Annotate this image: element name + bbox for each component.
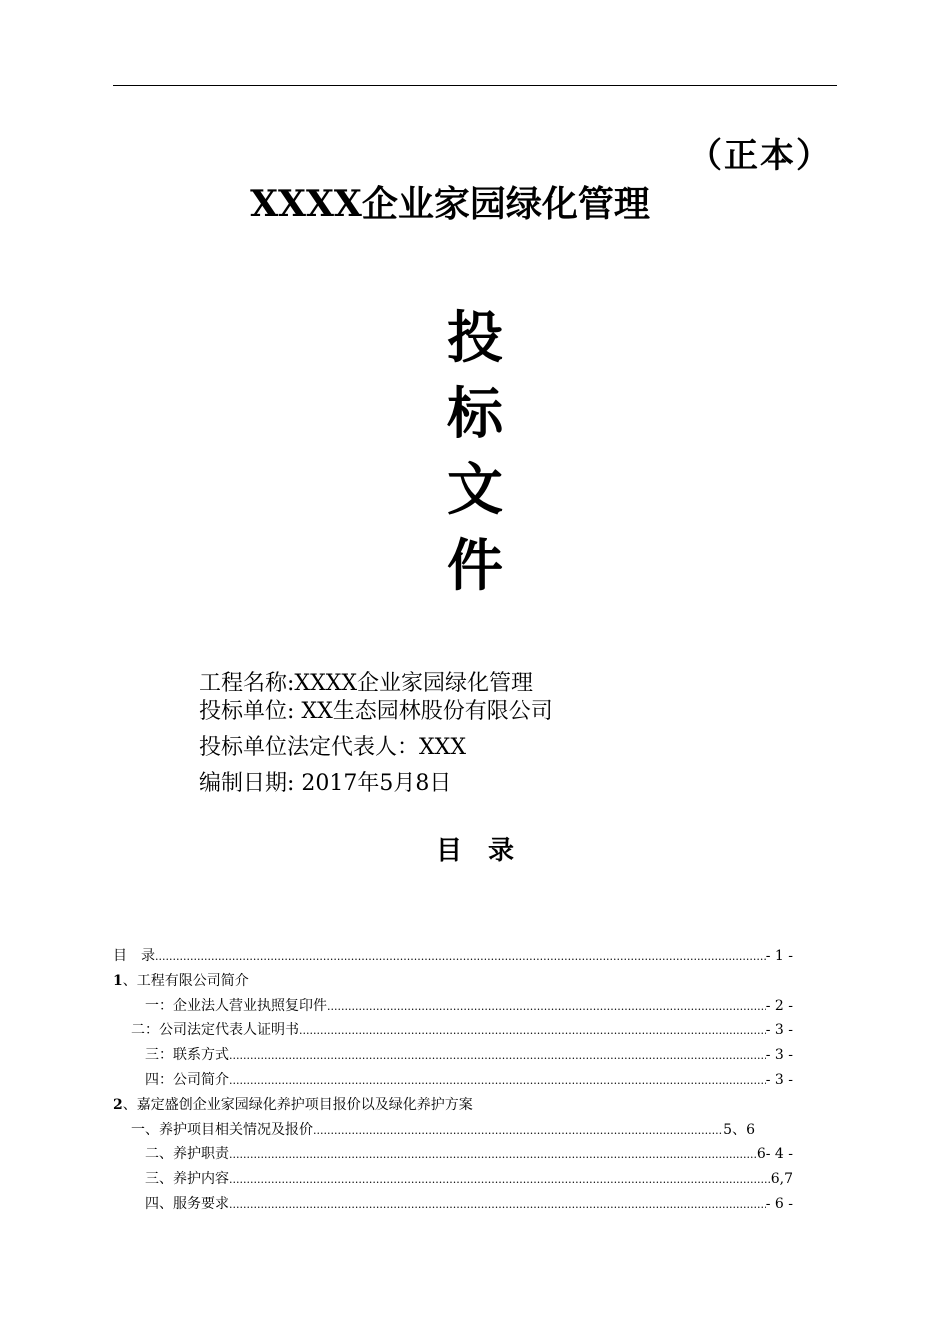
toc-entry-label [113,944,155,969]
toc-entry[interactable] [113,1192,793,1217]
bid-info-block [199,670,553,798]
project-name-line: 工程名称:XXXX企业家园绿化管理 [199,671,534,696]
toc-entry-text: 二：公司法定代表人证明书 [131,1022,299,1039]
toc-page-number: - 3 - [765,1022,793,1039]
header-rule [113,85,837,86]
toc-heading: 目录 [435,836,540,866]
toc-leader-dots [299,1019,766,1044]
toc-entry-text: 三：联系方式 [145,1047,229,1064]
toc-entry[interactable] [113,969,793,994]
toc-page-number: - 2 - [765,997,793,1014]
toc-entry-label [113,1093,473,1118]
toc-entry-text: 目 录 [113,948,155,964]
toc-entry-text: 、工程有限公司简介 [122,972,249,989]
toc-entry-text: 四、服务要求 [145,1195,229,1212]
toc-entry[interactable] [113,1142,793,1167]
toc-leader-dots [327,995,766,1020]
doc-type-char: 标 [447,381,503,447]
toc-entry[interactable] [113,1093,793,1118]
toc-entry-text: 三、养护内容 [145,1171,229,1188]
toc-entry-label [131,1018,299,1043]
toc-entry-text: 一、养护项目相关情况及报价 [131,1121,313,1138]
toc-entry-text: 一：企业法人营业执照复印件 [145,997,327,1014]
toc-entry-text: 四：公司简介 [145,1071,229,1088]
toc-leader-dots [229,1044,766,1069]
toc-entry[interactable] [113,1118,793,1143]
toc-entry[interactable] [113,1068,793,1093]
doc-type-char: 件 [447,533,503,599]
toc-entry[interactable] [113,1167,793,1192]
toc-page-number: 6- 4 - [756,1146,793,1163]
toc-section-number: 1 [113,972,123,989]
toc-entry-label [145,1167,229,1192]
toc-entry-label [113,969,249,994]
bidder-line: 投标单位: XX生态园林股份有限公司 [199,699,553,724]
doc-type-char: 投 [447,305,503,371]
toc-page-number: - 3 - [765,1071,793,1088]
date-line: 编制日期: 2017年5月8日 [199,771,452,796]
toc-entry-label [145,1068,229,1093]
toc-entry-text: 、嘉定盛创企业家园绿化养护项目报价以及绿化养护方案 [122,1096,473,1113]
toc-section-number: 2 [113,1096,123,1113]
table-of-contents [113,944,793,1217]
toc-entry[interactable] [113,1043,793,1068]
toc-entry[interactable] [113,944,793,969]
toc-leader-dots [155,945,766,970]
toc-entry[interactable] [113,994,793,1019]
toc-leader-dots [229,1168,771,1193]
toc-leader-dots [229,1069,766,1094]
project-title: XXXX企业家园绿化管理 [250,183,650,225]
toc-page-number: 5、6 [723,1121,755,1138]
toc-leader-dots [313,1119,723,1144]
document-type-title [0,300,950,604]
toc-entry-label [131,1118,313,1143]
toc-page-number: - 6 - [765,1195,793,1212]
doc-type-char: 文 [447,457,503,523]
toc-entry-label [145,1142,229,1167]
toc-entry-label [145,1192,229,1217]
toc-entry-label [145,994,327,1019]
toc-page-number: 6,7 [770,1171,793,1188]
toc-page-number: - 3 - [765,1047,793,1064]
toc-entry[interactable] [113,1018,793,1043]
toc-leader-dots [229,1143,757,1168]
copy-label: （正本） [688,136,832,176]
toc-leader-dots [229,1193,766,1218]
toc-entry-text: 二、养护职责 [145,1146,229,1163]
toc-page-number: - 1 - [765,948,793,964]
legal-rep-line: 投标单位法定代表人：XXX [199,735,466,760]
toc-entry-label [145,1043,229,1068]
